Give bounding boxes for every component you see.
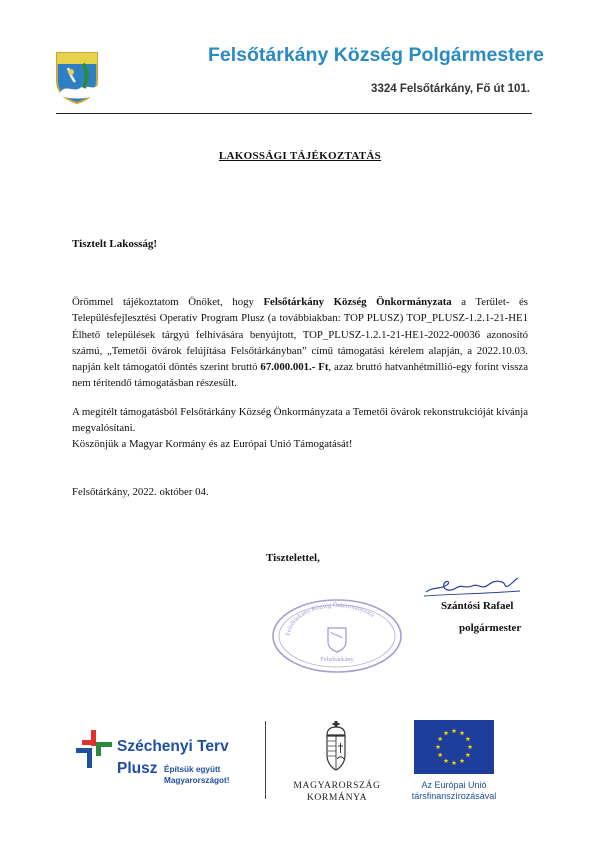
place-date: Felsőtárkány, 2022. október 04.	[72, 486, 209, 498]
signer-title: polgármester	[459, 622, 522, 634]
government-label-line2: KORMÁNYA	[306, 792, 368, 803]
eu-label-line2: társfinanszírozásával	[411, 791, 497, 801]
p1-text-3: , azaz bruttó hatvanhétmillió-egy forint vissza nem térítendő támogatásban részesült.	[72, 361, 528, 390]
handwritten-signature	[420, 572, 525, 600]
body-paragraph-3: Köszönjük a Magyar Kormány és az Európai Unió Támogatását!	[72, 438, 353, 450]
p1-bold-municipality: Felsőtárkány Község Önkormányzata	[263, 296, 452, 308]
p1-bold-amount: 67.000.001.- Ft	[260, 361, 329, 374]
body-paragraph-1	[72, 294, 528, 392]
stamp-ring-text: Felsőtárkány Község Önkormányzata	[284, 601, 376, 637]
document-title: LAKOSSÁGI TÁJÉKOZTATÁS	[218, 150, 382, 162]
szechenyi-cross-logo	[74, 728, 114, 772]
org-name: Felsőtárkány Község Polgármestere	[208, 44, 544, 66]
szechenyi-slogan-line1: Építsük együtt	[164, 765, 221, 774]
body-paragraph-2: A megítélt támogatásból Felsőtárkány Község Önkormányzata a Temetői övárok rekonstrukcióját kívánja megvalósítani.	[72, 406, 528, 435]
szechenyi-slogan-line2: Magyarországot!	[164, 776, 230, 785]
eu-flag-icon	[414, 720, 494, 774]
official-stamp	[268, 594, 406, 674]
szechenyi-title: Széchenyi Terv	[117, 738, 229, 755]
footer-divider	[265, 721, 266, 799]
stamp-bottom-text: Felsőtárkány	[320, 656, 354, 663]
szechenyi-plusz: Plusz	[117, 760, 158, 777]
village-coat-of-arms-logo	[54, 50, 100, 104]
signer-name: Szántósi Rafael	[441, 600, 514, 612]
salutation: Tisztelt Lakosság!	[72, 238, 158, 250]
p1-text-2: a Terület- és Településfejlesztési Operatív Program Plusz (a továbbiakban: TOP PLUSZ) TOP_PLUSZ-1.2.1-21-HE1 Élhető települések tárgyú felhívására benyújtott, TOP_PLUSZ-1.2.1-21-HE1-2022-00036 azonosító számú, „Temetői övárok felújítása Felsőtárkányban” című támogatási kérelem alapján, a 2022.10.03. napján kelt támogatói döntés szerint bruttó	[72, 296, 528, 374]
org-address: 3324 Felsőtárkány, Fő út 101.	[371, 83, 530, 95]
closing: Tisztelettel,	[266, 552, 320, 564]
p1-text-1: Örömmel tájékoztatom Önöket, hogy	[72, 296, 264, 308]
hungarian-coat-of-arms	[322, 721, 350, 773]
government-label-line1: MAGYARORSZÁG	[293, 780, 381, 791]
header-divider	[56, 113, 532, 114]
eu-label-line1: Az Európai Unió	[421, 780, 487, 790]
